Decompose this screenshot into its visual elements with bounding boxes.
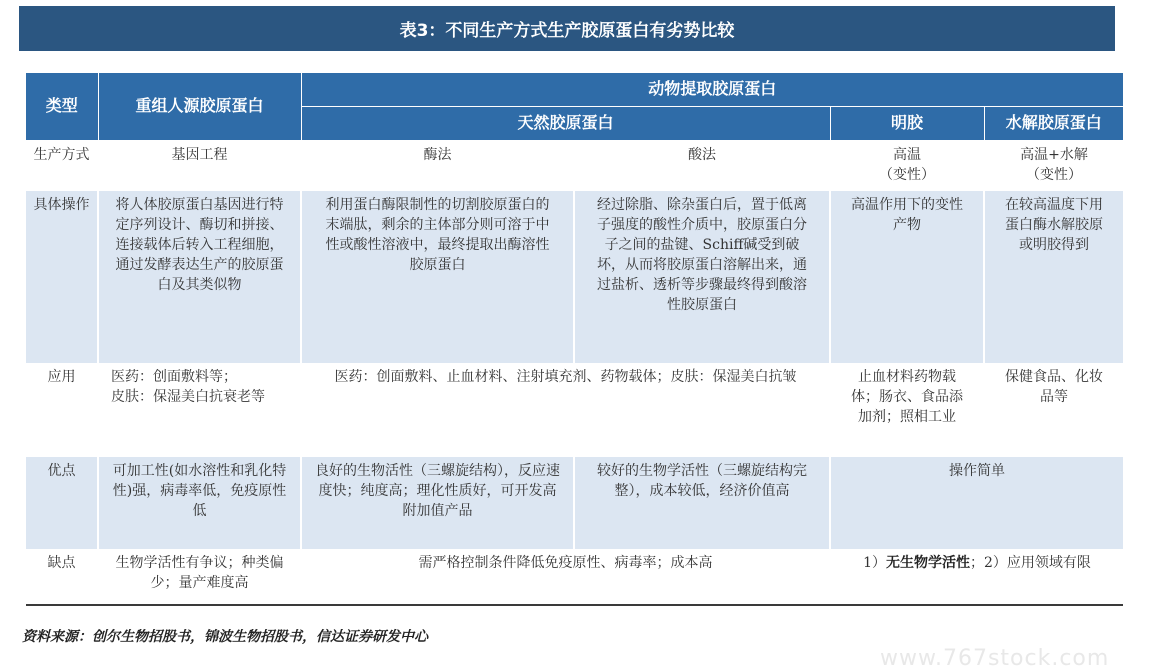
comparison-table xyxy=(26,73,1123,601)
cell-disadvantage-natural: 需严格控制条件降低免疫原性、病毒率；成本高 xyxy=(301,549,830,601)
cell-advantage-recombinant: 可加工性(如水溶性和乳化特性)强，病毒率低，免疫原性低 xyxy=(98,457,301,549)
disadvantage-prefix: 1） xyxy=(863,554,886,571)
row-operation xyxy=(26,191,1123,363)
header-hydrolyzed: 水解胶原蛋白 xyxy=(984,106,1123,140)
table-title: 表3：不同生产方式生产胶原蛋白有劣势比较 xyxy=(19,6,1115,51)
cell-operation-enzyme: 利用蛋白酶限制性的切割胶原蛋白的末端肽，剩余的主体部分则可溶于中性或酸性溶液中，最终提取出酶溶性胶原蛋白 xyxy=(301,191,574,363)
cell-production-acid: 酸法 xyxy=(574,140,830,191)
cell-production-recombinant: 基因工程 xyxy=(98,140,301,191)
cell-production-gelatin: 高温 （变性） xyxy=(830,140,984,191)
cell-application-gelatin: 止血材料药物载体；肠衣、食品添加剂；照相工业 xyxy=(830,363,984,457)
disadvantage-suffix: ；2）应用领域有限 xyxy=(970,554,1091,571)
label-production: 生产方式 xyxy=(26,140,98,191)
label-advantage: 优点 xyxy=(26,457,98,549)
header-type: 类型 xyxy=(26,73,98,140)
disadvantage-bold: 无生物学活性 xyxy=(886,554,970,571)
header-natural: 天然胶原蛋白 xyxy=(301,106,830,140)
row-application xyxy=(26,363,1123,457)
header-animal-extracted: 动物提取胶原蛋白 xyxy=(301,73,1123,106)
label-application: 应用 xyxy=(26,363,98,457)
cell-application-recombinant: 医药：创面敷料等； 皮肤：保湿美白抗衰老等 xyxy=(98,363,301,457)
cell-advantage-enzyme: 良好的生物活性（三螺旋结构），反应速度快；纯度高；理化性质好，可开发高附加值产品 xyxy=(301,457,574,549)
cell-application-hydrolyzed: 保健食品、化妆品等 xyxy=(984,363,1123,457)
cell-operation-hydrolyzed: 在较高温度下用蛋白酶水解胶原或明胶得到 xyxy=(984,191,1123,363)
cell-disadvantage-recombinant: 生物学活性有争议；种类偏少；量产难度高 xyxy=(98,549,301,601)
cell-advantage-acid: 较好的生物学活性（三螺旋结构完整），成本较低，经济价值高 xyxy=(574,457,830,549)
watermark: www.767stock.com xyxy=(880,646,1110,671)
cell-operation-acid: 经过除脂、除杂蛋白后，置于低离子强度的酸性介质中，胶原蛋白分子之间的盐键、Schiff碱受到破坏，从而将胶原蛋白溶解出来，通过盐析、透析等步骤最终得到酸溶性胶原蛋白 xyxy=(574,191,830,363)
header-recombinant: 重组人源胶原蛋白 xyxy=(98,73,301,140)
row-advantage xyxy=(26,457,1123,549)
row-production xyxy=(26,140,1123,191)
cell-production-hydrolyzed: 高温+水解 （变性） xyxy=(984,140,1123,191)
label-disadvantage: 缺点 xyxy=(26,549,98,601)
label-operation: 具体操作 xyxy=(26,191,98,363)
cell-operation-recombinant: 将人体胶原蛋白基因进行特定序列设计、酶切和拼接、连接载体后转入工程细胞，通过发酵表达生产的胶原蛋白及其类似物 xyxy=(98,191,301,363)
table-bottom-rule xyxy=(26,604,1123,606)
cell-advantage-gelatin-hydrolyzed: 操作简单 xyxy=(830,457,1123,549)
row-disadvantage xyxy=(26,549,1123,601)
header-gelatin: 明胶 xyxy=(830,106,984,140)
cell-operation-gelatin: 高温作用下的变性产物 xyxy=(830,191,984,363)
source-note: 资料来源：创尔生物招股书，锦波生物招股书，信达证券研发中心 xyxy=(22,629,428,645)
cell-application-natural: 医药：创面敷料、止血材料、注射填充剂、药物载体；皮肤：保湿美白抗皱 xyxy=(301,363,830,457)
cell-disadvantage-gelatin-hydrolyzed xyxy=(830,549,1123,601)
cell-production-enzyme: 酶法 xyxy=(301,140,574,191)
